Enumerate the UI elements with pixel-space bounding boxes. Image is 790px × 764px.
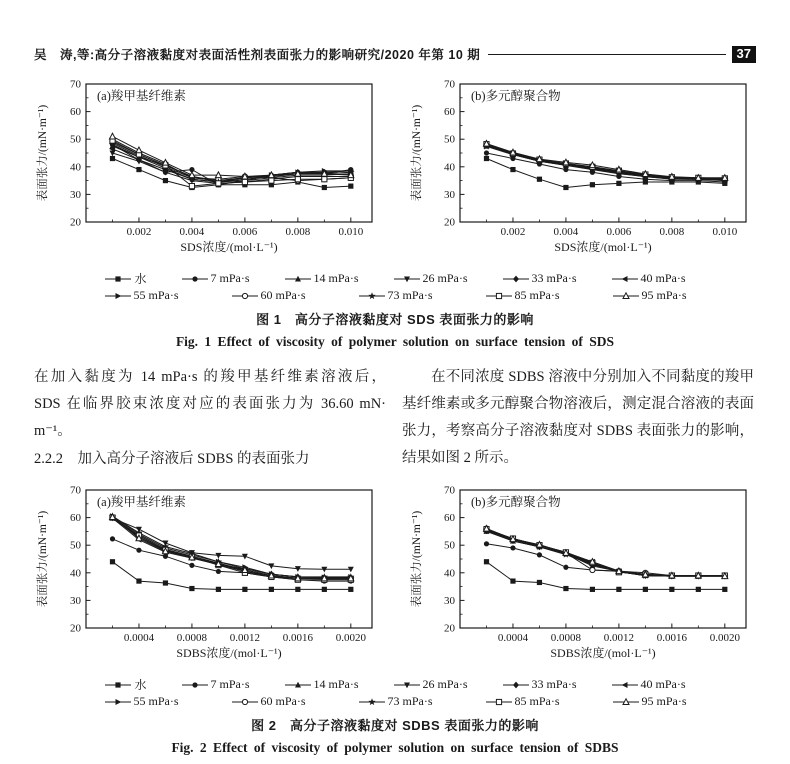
svg-text:50: 50 bbox=[70, 539, 81, 552]
diamond-marker-icon bbox=[502, 679, 530, 691]
legend-label: 7 mPa·s bbox=[210, 677, 250, 691]
legend-item-水 bbox=[104, 270, 146, 287]
circle-marker-icon bbox=[181, 273, 209, 285]
svg-text:40: 40 bbox=[70, 161, 81, 174]
series-line-7 mPa·s bbox=[487, 544, 725, 576]
figure-1-charts bbox=[34, 76, 756, 268]
legend-item-95-mPa·s bbox=[612, 288, 687, 303]
triangle-up-marker-icon bbox=[284, 679, 312, 691]
circle-open-marker-icon bbox=[231, 696, 259, 708]
svg-text:0.0020: 0.0020 bbox=[709, 632, 740, 644]
series-line-73 mPa·s bbox=[487, 530, 725, 576]
svg-text:70: 70 bbox=[444, 78, 455, 91]
star-marker-icon bbox=[358, 290, 386, 302]
svg-text:0.008: 0.008 bbox=[285, 226, 311, 238]
legend-label: 水 bbox=[134, 272, 147, 286]
svg-text:40: 40 bbox=[444, 161, 455, 174]
legend-label: 40 mPa·s bbox=[640, 677, 686, 691]
svg-text:0.0020: 0.0020 bbox=[335, 632, 366, 644]
svg-text:50: 50 bbox=[444, 539, 455, 552]
svg-text:0.0004: 0.0004 bbox=[497, 632, 529, 644]
legend-item-33-mPa·s bbox=[502, 677, 577, 692]
svg-text:0.010: 0.010 bbox=[712, 226, 738, 238]
triangle-left-marker-icon bbox=[611, 679, 639, 691]
series-line-40 mPa·s bbox=[113, 518, 351, 579]
fig1-chart-b bbox=[408, 76, 756, 268]
triangle-down-marker-icon bbox=[393, 679, 421, 691]
triangle-right-marker-icon bbox=[104, 290, 132, 302]
svg-text:30: 30 bbox=[70, 594, 81, 607]
svg-text:30: 30 bbox=[444, 594, 455, 607]
legend-item-55-mPa·s bbox=[104, 694, 179, 709]
y-axis-label: 表面张力/(mN·m⁻¹) bbox=[411, 510, 423, 608]
square-open-marker-icon bbox=[485, 696, 513, 708]
series-line-14 mPa·s bbox=[487, 146, 725, 181]
series-line-60 mPa·s bbox=[487, 144, 725, 179]
legend-row bbox=[34, 676, 756, 693]
legend-label: 40 mPa·s bbox=[640, 271, 686, 285]
legend-item-55-mPa·s bbox=[104, 288, 179, 303]
legend-item-水 bbox=[104, 676, 146, 693]
legend-label: 55 mPa·s bbox=[133, 694, 179, 708]
series-line-33 mPa·s bbox=[487, 531, 725, 576]
square-marker-icon bbox=[104, 679, 132, 691]
triangle-right-marker-icon bbox=[104, 696, 132, 708]
svg-text:60: 60 bbox=[70, 106, 81, 119]
svg-text:30: 30 bbox=[70, 188, 81, 201]
triangle-left-marker-icon bbox=[611, 273, 639, 285]
legend-item-26-mPa·s bbox=[393, 271, 468, 286]
legend-label: 95 mPa·s bbox=[641, 288, 687, 302]
square-open-marker-icon bbox=[485, 290, 513, 302]
fig2-caption-cn: 图 2 高分子溶液黏度对 SDBS 表面张力的影响 bbox=[251, 718, 539, 733]
chart-fig1b bbox=[408, 76, 756, 268]
legend-item-95-mPa·s bbox=[612, 694, 687, 709]
svg-text:0.0004: 0.0004 bbox=[123, 632, 155, 644]
legend-label: 14 mPa·s bbox=[313, 677, 359, 691]
body-text bbox=[34, 364, 756, 473]
svg-text:0.002: 0.002 bbox=[126, 226, 152, 238]
body-line: 在加入黏度为 14 mPa·s 的羧甲基纤维素溶液后， bbox=[34, 369, 386, 385]
legend-label: 26 mPa·s bbox=[422, 271, 468, 285]
fig2-legend bbox=[34, 676, 756, 710]
diamond-marker-icon bbox=[502, 273, 530, 285]
legend-label: 95 mPa·s bbox=[641, 694, 687, 708]
svg-text:30: 30 bbox=[444, 188, 455, 201]
series-line-73 mPa·s bbox=[487, 146, 725, 180]
svg-text:0.0008: 0.0008 bbox=[176, 632, 208, 644]
legend-item-85-mPa·s bbox=[485, 288, 560, 303]
panel-label: (a)羧甲基纤维素 bbox=[97, 495, 186, 509]
legend-item-33-mPa·s bbox=[502, 271, 577, 286]
svg-text:20: 20 bbox=[70, 216, 81, 229]
body-paragraph: 在不同浓度 SDBS 溶液中分别加入不同黏度的羧甲基纤维素或多元醇聚合物溶液后，测定混合溶液的表面张力，考察高分子溶液黏度对 SDBS 表面张力的影响，结果如图 2 所示。 bbox=[402, 369, 754, 466]
legend-label: 55 mPa·s bbox=[133, 288, 179, 302]
page-number-badge: 37 bbox=[732, 46, 756, 63]
svg-text:40: 40 bbox=[444, 567, 455, 580]
svg-text:70: 70 bbox=[70, 78, 81, 91]
fig2-chart-b bbox=[408, 482, 756, 674]
legend-label: 26 mPa·s bbox=[422, 677, 468, 691]
legend-item-85-mPa·s bbox=[485, 694, 560, 709]
svg-text:0.006: 0.006 bbox=[232, 226, 258, 238]
legend-item-40-mPa·s bbox=[611, 271, 686, 286]
chart-fig2a bbox=[34, 482, 382, 674]
legend-label: 7 mPa·s bbox=[210, 271, 250, 285]
legend-label: 73 mPa·s bbox=[387, 694, 433, 708]
legend-label: 60 mPa·s bbox=[260, 288, 306, 302]
panel-label: (b)多元醇聚合物 bbox=[471, 495, 561, 509]
legend-item-73-mPa·s bbox=[358, 288, 433, 303]
svg-text:20: 20 bbox=[444, 216, 455, 229]
svg-text:60: 60 bbox=[444, 106, 455, 119]
legend-item-60-mPa·s bbox=[231, 694, 306, 709]
legend-label: 85 mPa·s bbox=[514, 288, 560, 302]
chart-fig2b bbox=[408, 482, 756, 674]
svg-text:20: 20 bbox=[70, 622, 81, 635]
svg-text:0.008: 0.008 bbox=[659, 226, 685, 238]
running-head: 吴 涛,等:高分子溶液黏度对表面活性剂表面张力的影响研究/2020 年第 10 期 bbox=[34, 48, 481, 62]
svg-text:0.0008: 0.0008 bbox=[550, 632, 582, 644]
svg-text:0.0012: 0.0012 bbox=[229, 632, 261, 644]
figure-2 bbox=[34, 482, 756, 756]
legend-item-7-mPa·s bbox=[181, 271, 250, 286]
svg-text:0.0016: 0.0016 bbox=[282, 632, 313, 644]
legend-item-73-mPa·s bbox=[358, 694, 433, 709]
legend-row bbox=[34, 270, 756, 287]
legend-label: 水 bbox=[134, 678, 147, 692]
series-line-7 mPa·s bbox=[113, 539, 351, 581]
legend-item-14-mPa·s bbox=[284, 271, 359, 286]
x-axis-label: SDS浓度/(mol·L⁻¹) bbox=[180, 240, 278, 254]
svg-text:0.0012: 0.0012 bbox=[603, 632, 635, 644]
circle-marker-icon bbox=[181, 679, 209, 691]
figure-2-charts bbox=[34, 482, 756, 674]
fig2-chart-a bbox=[34, 482, 382, 674]
panel-label: (b)多元醇聚合物 bbox=[471, 89, 561, 103]
header-rule bbox=[488, 54, 725, 55]
legend-item-14-mPa·s bbox=[284, 677, 359, 692]
legend-label: 33 mPa·s bbox=[531, 271, 577, 285]
body-line: m⁻¹。 bbox=[34, 423, 72, 439]
fig2-caption-en: Fig. 2 Effect of viscosity of polymer solution on surface tension of SDBS bbox=[171, 740, 619, 755]
svg-text:60: 60 bbox=[70, 512, 81, 525]
legend-item-40-mPa·s bbox=[611, 677, 686, 692]
right-column bbox=[402, 364, 754, 473]
svg-text:20: 20 bbox=[444, 622, 455, 635]
x-axis-label: SDBS浓度/(mol·L⁻¹) bbox=[550, 646, 656, 660]
legend-item-60-mPa·s bbox=[231, 288, 306, 303]
panel-label: (a)羧甲基纤维素 bbox=[97, 89, 186, 103]
legend-label: 73 mPa·s bbox=[387, 288, 433, 302]
series-line-水 bbox=[113, 562, 351, 590]
y-axis-label: 表面张力/(mN·m⁻¹) bbox=[37, 104, 49, 202]
legend-label: 60 mPa·s bbox=[260, 694, 306, 708]
legend-item-7-mPa·s bbox=[181, 677, 250, 692]
svg-text:70: 70 bbox=[70, 484, 81, 497]
figure-1 bbox=[34, 76, 756, 350]
fig1-caption-cn: 图 1 高分子溶液黏度对 SDS 表面张力的影响 bbox=[256, 312, 534, 327]
legend-label: 33 mPa·s bbox=[531, 677, 577, 691]
triangle-up-open-marker-icon bbox=[612, 696, 640, 708]
chart-fig1a bbox=[34, 76, 382, 268]
fig1-caption-en: Fig. 1 Effect of viscosity of polymer solution on surface tension of SDS bbox=[175, 334, 615, 349]
svg-text:60: 60 bbox=[444, 512, 455, 525]
fig1-legend bbox=[34, 270, 756, 304]
triangle-up-marker-icon bbox=[284, 273, 312, 285]
triangle-down-marker-icon bbox=[393, 273, 421, 285]
series-line-水 bbox=[487, 159, 725, 188]
triangle-up-open-marker-icon bbox=[612, 290, 640, 302]
series-line-85 mPa·s bbox=[113, 518, 351, 580]
square-marker-icon bbox=[104, 273, 132, 285]
circle-open-marker-icon bbox=[231, 290, 259, 302]
body-line: SDS 在临界胶束浓度对应的表面张力为 36.60 mN· bbox=[34, 396, 386, 412]
svg-text:40: 40 bbox=[70, 567, 81, 580]
svg-text:0.002: 0.002 bbox=[500, 226, 526, 238]
left-column bbox=[34, 364, 386, 473]
x-axis-label: SDBS浓度/(mol·L⁻¹) bbox=[176, 646, 282, 660]
svg-text:0.006: 0.006 bbox=[606, 226, 632, 238]
legend-row bbox=[34, 693, 756, 710]
x-axis-label: SDS浓度/(mol·L⁻¹) bbox=[554, 240, 652, 254]
svg-text:0.0016: 0.0016 bbox=[656, 632, 687, 644]
y-axis-label: 表面张力/(mN·m⁻¹) bbox=[411, 104, 423, 202]
legend-row bbox=[34, 287, 756, 304]
svg-text:70: 70 bbox=[444, 484, 455, 497]
star-marker-icon bbox=[358, 696, 386, 708]
svg-text:50: 50 bbox=[444, 133, 455, 146]
section-heading: 2.2.2 加入高分子溶液后 SDBS 的表面张力 bbox=[34, 451, 310, 467]
svg-text:0.010: 0.010 bbox=[338, 226, 364, 238]
svg-text:0.004: 0.004 bbox=[179, 226, 205, 238]
page-header bbox=[34, 44, 756, 64]
fig1-chart-a bbox=[34, 76, 382, 268]
legend-label: 14 mPa·s bbox=[313, 271, 359, 285]
y-axis-label: 表面张力/(mN·m⁻¹) bbox=[37, 510, 49, 608]
svg-text:50: 50 bbox=[70, 133, 81, 146]
series-line-14 mPa·s bbox=[487, 531, 725, 576]
legend-label: 85 mPa·s bbox=[514, 694, 560, 708]
legend-item-26-mPa·s bbox=[393, 677, 468, 692]
svg-text:0.004: 0.004 bbox=[553, 226, 579, 238]
